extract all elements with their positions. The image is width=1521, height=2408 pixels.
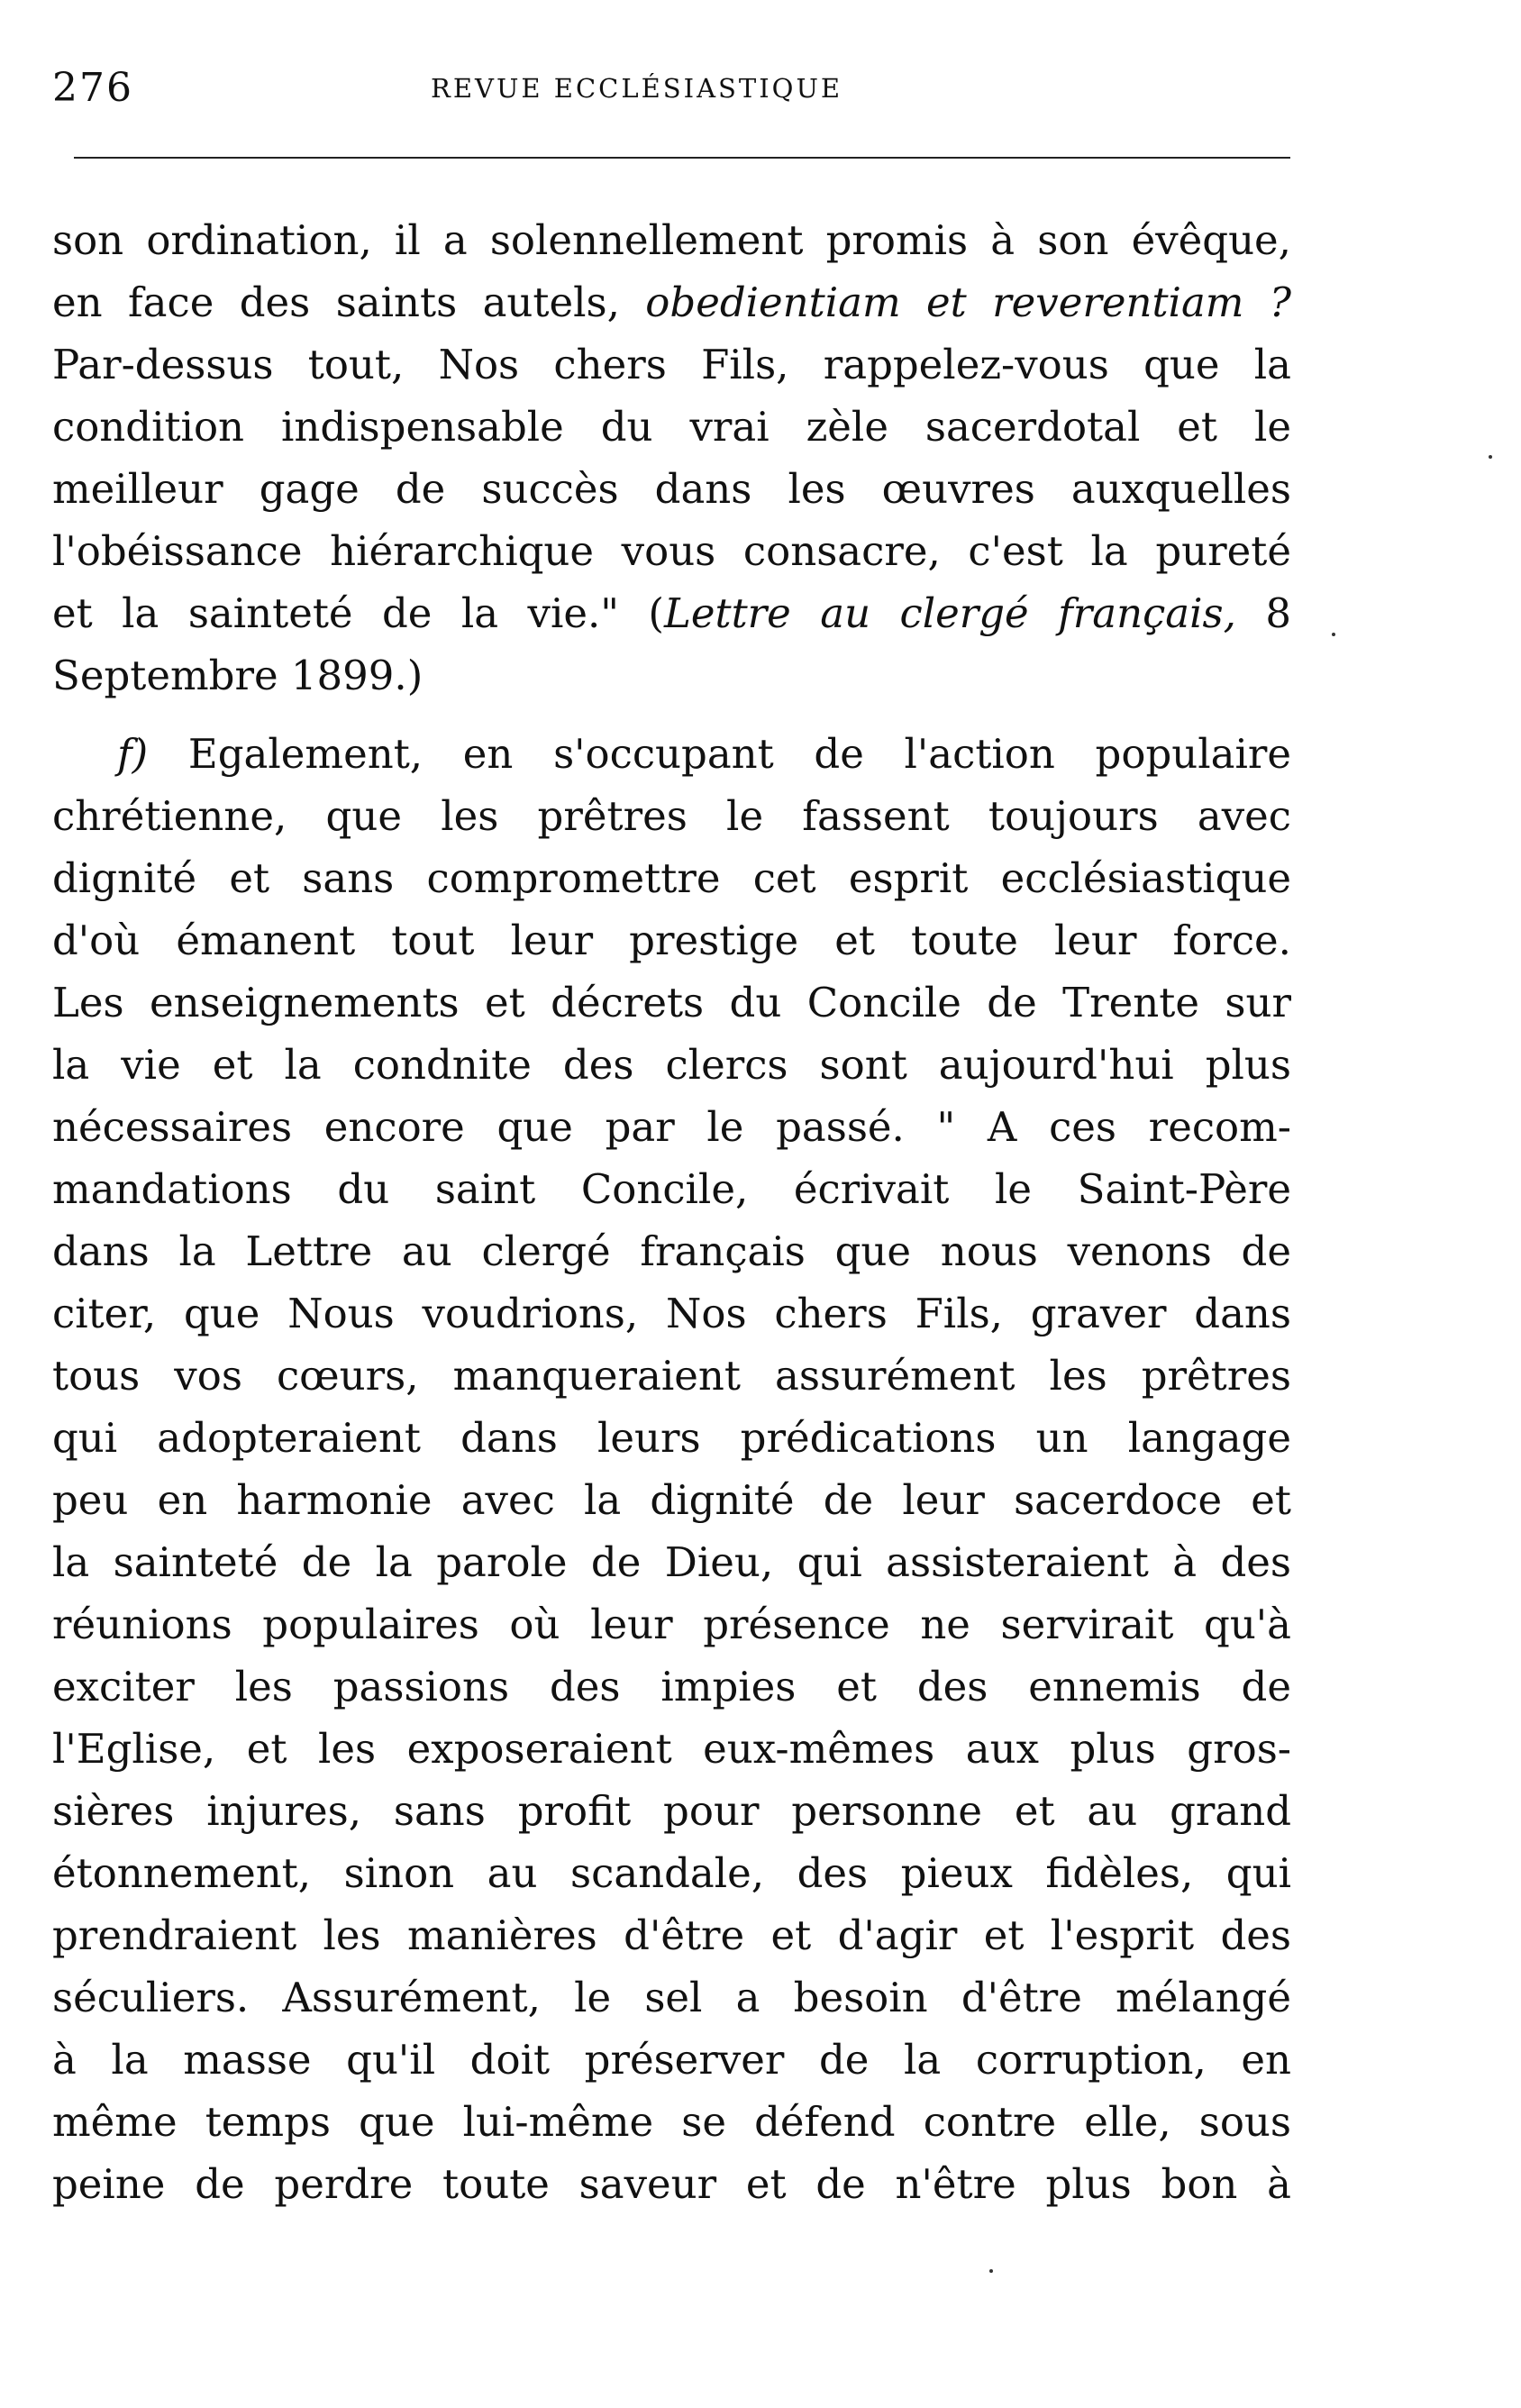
text-line: Septembre 1899.) (52, 652, 424, 699)
text-line: exciter les passions des impies et des ennemis de (52, 1663, 1291, 1710)
header-rule (74, 157, 1290, 159)
text-line: mandations du saint Concile, écrivait le Saint-Père (52, 1165, 1291, 1213)
text-line: l'Eglise, et les exposeraient eux-mêmes aux plus gros- (52, 1725, 1291, 1773)
citation-title: Lettre au clergé français, (663, 589, 1236, 637)
paragraph-f (52, 723, 1291, 2215)
text-line: citer, que Nous voudrions, Nos chers Fils, graver dans (52, 1290, 1291, 1337)
text-line (52, 723, 1291, 785)
paragraph-continuation (52, 209, 1291, 707)
running-head: REVUE ECCLÉSIASTIQUE (431, 73, 843, 104)
page-header (52, 61, 1291, 115)
text-line: peine de perdre toute saveur et de n'être plus bon à (52, 2160, 1291, 2208)
scan-speck (989, 2269, 993, 2273)
scan-speck (1332, 633, 1335, 636)
text-line: Par-dessus tout, Nos chers Fils, rappelez-vous que la (52, 341, 1291, 388)
text-line: même temps que lui-même se défend contre elle, sous (52, 2098, 1291, 2146)
text-line: nécessaires encore que par le passé. " A ces recom- (52, 1103, 1291, 1151)
text-line: prendraient les manières d'être et d'agir et l'esprit des (52, 1911, 1291, 1959)
text-line (52, 582, 1291, 644)
text-line: meilleur gage de succès dans les œuvres auxquelles (52, 465, 1291, 513)
latin-phrase: obedientiam et reverentiam ? (645, 278, 1291, 326)
text-line: son ordination, il a solennellement promis à son évêque, (52, 216, 1291, 264)
text-line: l'obéissance hiérarchique vous consacre, c'est la pureté (52, 527, 1291, 575)
body-text (52, 209, 1291, 2215)
text-segment: Egalement, en s'occupant de l'action populaire (148, 730, 1291, 778)
text-segment: et la sainteté de la vie." ( (52, 589, 664, 637)
text-line: d'où émanent tout leur prestige et toute leur force. (52, 917, 1291, 964)
text-line: peu en harmonie avec la dignité de leur sacerdoce et (52, 1476, 1291, 1524)
text-line: à la masse qu'il doit préserver de la corruption, en (52, 2036, 1291, 2084)
text-line: dignité et sans compromettre cet esprit ecclésiastique (52, 854, 1291, 902)
text-line: réunions populaires où leur présence ne servirait qu'à (52, 1601, 1291, 1648)
text-line: la sainteté de la parole de Dieu, qui assisteraient à des (52, 1538, 1291, 1586)
paragraph-gap (52, 707, 1291, 723)
text-segment: en face des saints autels, (52, 278, 646, 326)
text-line: la vie et la condnite des clercs sont aujourd'hui plus (52, 1041, 1291, 1089)
text-line: sières injures, sans profit pour personne et au grand (52, 1787, 1291, 1835)
text-line: Les enseignements et décrets du Concile de Trente sur (52, 979, 1291, 1026)
text-line (52, 271, 1291, 333)
text-line: condition indispensable du vrai zèle sacerdotal et le (52, 403, 1291, 451)
page-number: 276 (52, 65, 133, 111)
text-line: dans la Lettre au clergé français que nous venons de (52, 1227, 1291, 1275)
item-marker: f) (117, 730, 149, 778)
text-line: qui adopteraient dans leurs prédications un langage (52, 1414, 1291, 1462)
text-line: chrétienne, que les prêtres le fassent toujours avec (52, 792, 1291, 840)
text-line: séculiers. Assurément, le sel a besoin d'être mélangé (52, 1974, 1291, 2021)
text-line: tous vos cœurs, manqueraient assurément les prêtres (52, 1352, 1291, 1400)
text-line: étonnement, sinon au scandale, des pieux fidèles, qui (52, 1849, 1291, 1897)
scan-speck (1489, 455, 1492, 459)
text-segment: 8 (1235, 589, 1291, 637)
